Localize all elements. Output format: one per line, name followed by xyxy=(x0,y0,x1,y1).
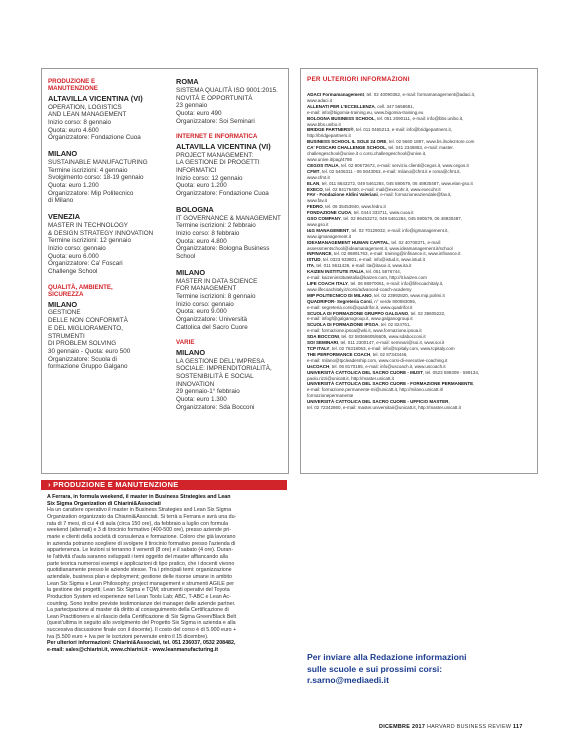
contact-organization: SDA BOCCONI xyxy=(307,334,339,340)
contact-organization: CFMT xyxy=(307,168,320,174)
course-entry xyxy=(176,269,286,332)
category-heading: QUALITÀ, AMBIENTE, SICUREZZA xyxy=(48,283,113,299)
contact-organization: QUADRIFOR- Segreteria Corsi xyxy=(307,298,372,304)
contact-details: www.gso.it xyxy=(307,221,329,227)
course-line: MASTER IN TECHNOLOGY xyxy=(48,221,129,229)
course-line: NOVITÀ E OPPORTUNITÀ xyxy=(176,94,253,102)
contact-details: , tel. 041 2346853, e-mail: master. xyxy=(385,145,454,151)
article-contact: Per ulteriori informazioni: Chiarini&Associati, tel. 051 236037, 0532 208482, xyxy=(47,640,236,647)
course-line: INFORMATICI xyxy=(176,166,217,174)
course-line: Quota: euro 490 xyxy=(176,109,222,117)
footer-date: DICEMBRE 2017 xyxy=(379,724,426,730)
contact-details: e-mail: info@bigomia-training.eu, www.bigomia-training.eu xyxy=(307,109,424,115)
contact-organization: CA' FOSCARI CHALLENGE SCHOOL xyxy=(307,145,386,151)
contact-details: , tel. 011 5611426, e-mail: ita@itasoi.it, www.ita.it xyxy=(313,263,412,269)
contact-organization: LIFE COACH ITALY xyxy=(307,281,349,286)
article-body-line: parte teorica numerosi esempi e applicazioni di tipo pratico, che i docenti vivono xyxy=(47,560,235,567)
course-line: 29 gennaio-1° febbraio xyxy=(176,388,240,396)
contact-details: , tel. 02 87343446, xyxy=(370,351,408,357)
contact-details: , tel. 0523 599309 - 599134, xyxy=(422,369,480,375)
course-line: 30 gennaio - Quota: euro 500 xyxy=(48,347,131,355)
contact-details: e-mail: kaizeninstituteitalia@kaizen.com, http://it.kaizen.com xyxy=(307,275,427,281)
course-line: Organizzatore: Sda Bocconi xyxy=(176,403,255,411)
course-line: Organizzatore: Fondazione Cuoa xyxy=(48,134,141,142)
course-location: BOLOGNA xyxy=(176,204,214,214)
contact-details: assessmentschool@ideamanagement.it, www.ideamanagement.it/school xyxy=(307,245,453,251)
course-line: Inizio corso: 8 gennaio xyxy=(48,119,112,127)
course-line: Quota: euro 1.300 xyxy=(176,396,227,404)
contact-details: , tel. 02 86891763, e-mail: training@infinance.it, www.infinance.it xyxy=(331,251,461,257)
contact-organization: EXECO xyxy=(307,186,323,192)
course-line: OPERATION, LOGISTICS xyxy=(48,103,122,111)
section-banner-title: › PRODUZIONE E MANUTENZIONE xyxy=(48,480,179,489)
contact-details: , xyxy=(448,399,450,405)
contact-details: http://bridgepartners.it xyxy=(307,133,351,139)
contact-details: , tel. 06 88970061, e-mail: info@lifecoachitaly.it, xyxy=(348,281,444,286)
contact-details: , tel. 0444 333711, www.cuoa.it xyxy=(351,210,414,216)
courses-column-2 xyxy=(176,78,286,420)
course-location: MILANO xyxy=(48,149,78,159)
article-body-line: quotidianamente presso le aziende stesse. Tra i principali temi: organizzazione xyxy=(47,567,232,574)
contact-organization: FEDRO xyxy=(307,204,323,210)
course-line: DI PROBLEM SOLVING xyxy=(48,340,117,348)
course-line: Challenge School xyxy=(48,268,98,276)
article-body xyxy=(47,507,283,640)
course-line: Cattolica del Sacro Cuore xyxy=(176,323,248,331)
article-body-line: Ha un carattere operativo il master in Business Strategies and Lean Six Sigma xyxy=(47,507,232,514)
contact-organization: MIP POLITECNICO DI MILANO xyxy=(307,292,372,298)
article-intro: A Ferrara, in formula weekend, il master in Business Strategies and Lean xyxy=(47,494,231,500)
footer-publication: HARVARD BUSINESS REVIEW xyxy=(426,724,512,730)
course-line: Termine iscrizioni: 2 febbraio xyxy=(176,222,256,230)
contact-organization: I&G MANAGEMENT xyxy=(307,227,349,233)
contact-organization: GSO COMPANY xyxy=(307,216,341,222)
contact-details: , xyxy=(473,381,475,387)
course-line: STRUMENTI xyxy=(48,332,85,340)
contact-details: , tel. 02 40708371, e-mail: xyxy=(388,239,441,245)
course-location: MILANO xyxy=(48,299,78,309)
contact-organization: UsCOACH xyxy=(307,363,330,369)
course-line: School xyxy=(176,253,196,261)
contact-organization: FONDAZIONE CUOA xyxy=(307,210,352,216)
contact-details: , tel. 011 0465213, e-mail: info@bridgepartners.it, xyxy=(353,127,453,133)
contact-details: , tel. 02 70129032, e-mail: info@igmanagement.it, xyxy=(349,227,449,233)
contact-details: , tel. 06 8170185, e-mail: info@uscoach.it, www.uscoach.it xyxy=(329,363,446,369)
footer-page-number: 117 xyxy=(513,724,523,730)
contact-details: paolo.rizzi@unicatt.it, http://master.unicatt.it xyxy=(307,375,394,381)
category-heading: VARIE xyxy=(176,339,195,347)
contact-details: challengeschool@unive.it o corsi.challengeschool@unive.it, xyxy=(307,151,427,157)
contact-organization: UNIVERSITÀ CATTOLICA DEL SACRO CUORE - UFFICIO MASTER xyxy=(307,399,449,405)
contact-details: formazionepermanente xyxy=(307,393,354,399)
contact-organization: KAIZEN INSTITUTE ITALIA xyxy=(307,269,364,275)
course-location: VENEZIA xyxy=(48,212,81,222)
contact-details: , cell. 347 5658681, xyxy=(374,103,415,109)
contact-details: , tel. 02 39605222, xyxy=(408,310,446,316)
course-line: Termine iscrizioni: 12 gennaio xyxy=(48,237,131,245)
course-line: SOSTENIBILITÀ E SOCIAL xyxy=(176,373,254,381)
course-line: formazione Gruppo Galgano xyxy=(48,363,128,371)
article-body-line: Iva (5.500 euro + Iva per le iscrizioni pervenute entro il 15 dicembre). xyxy=(47,633,209,640)
course-line: Organizzatore: Bologna Business xyxy=(176,245,270,253)
article-body-line: Organization organizzato da Chiarini&Associati. Si terrà a Ferrara e avrà una du- xyxy=(47,513,237,520)
contact-details: e-mail: infogf@galganogroup.it, www.galganogroup.it xyxy=(307,316,413,322)
article-body-line: te l'attività d'aula saranno sviluppati i temi oggetto del master affiancando alla xyxy=(47,553,228,560)
course-line: Quota: euro 4.600 xyxy=(48,126,99,134)
contact-details: , tel. 02 84176400, e-mail: mail@execohr.it, www.execohr.it xyxy=(322,186,441,192)
contact-details: , tel. 051 5876744, xyxy=(363,269,401,275)
category-heading: INTERNET E INFORMATICA xyxy=(176,133,258,141)
contact-organization: SOI SEMINARI xyxy=(307,340,339,346)
contact-organization: SCUOLA DI FORMAZIONE GRUPPO GALGANO xyxy=(307,310,409,316)
article-body-line: rata di 7 mesi, di cui 4 di aula (circa 150 ore), da febbraio a luglio con formula xyxy=(47,520,229,527)
contact-organization: ALLENATI PER L'ECCELLENZA xyxy=(307,103,375,109)
course-line: Termine iscrizioni: 4 gennaio xyxy=(48,166,128,174)
contact-details: www.bbs.unibo.it xyxy=(307,121,341,127)
contact-organization: ISTUD xyxy=(307,257,321,263)
course-entry xyxy=(48,301,158,371)
page-footer xyxy=(379,724,523,730)
contact-organization: UNIVERSITÀ CATTOLICA DEL SACRO CUORE - MUST xyxy=(307,369,423,375)
course-line: MASTER IN DATA SCIENCE xyxy=(176,277,258,285)
contact-line xyxy=(307,405,535,411)
contact-details: , tel. 06 35453940, www.fedro.it xyxy=(322,204,386,210)
course-line: SUSTAINABLE MANUFACTURING xyxy=(48,158,148,166)
contact-details: , tel. 02 824761, xyxy=(378,322,411,328)
contact-organization: TCP ITALY xyxy=(307,345,330,351)
contact-details: , tel. 02 40090362, e-mail: formamanagement@adaci.it, xyxy=(364,92,476,97)
article-body-line: La partecipazione al master dà diritto al conseguimento della Certificazione di xyxy=(47,607,229,614)
course-line: E DEL MIGLIORAMENTO, xyxy=(48,324,123,332)
course-line: DELLE NON CONFORMITÀ xyxy=(48,317,128,325)
course-line: AND LEAN MANAGEMENT xyxy=(48,111,127,119)
contact-details: e-mail: formazione.permanente-mi@unicatt.it, http://milano.unicatt.it/ xyxy=(307,387,444,393)
contact-details: , tel. 051 2090111, e-mail: info@bbs.unibo.it, xyxy=(374,115,464,121)
contact-details: , n° verde 800983055, xyxy=(371,298,417,304)
contact-details: www.adaci.it xyxy=(307,97,333,103)
promo-callout xyxy=(307,652,537,687)
course-line: Quota: euro 9.000 xyxy=(176,308,227,316)
course-line: Organizzatore: Mip Politecnico xyxy=(48,189,134,197)
course-line: Svolgimento corso: 18-19 gennaio xyxy=(48,174,144,182)
contact-organization: BRIDGE PARTNERS® xyxy=(307,127,354,133)
contact-details: , tel. 011 8643272, 049 5461284, 045 590679, 06 48930487, www.elan-gso.it xyxy=(319,180,473,186)
course-entry xyxy=(176,78,286,125)
article-body-line: aziendale, business plan e deployment; gestione delle risorse umane in ambito xyxy=(47,573,232,580)
contact-organization: ADACI Formamanagement xyxy=(307,92,365,97)
course-location: ALTAVILLA VICENTINA (VI) xyxy=(176,141,271,151)
contacts-list xyxy=(307,92,535,411)
course-line: FOR MANAGEMENT xyxy=(176,285,237,293)
course-line: Inizio corso: gennaio xyxy=(176,300,234,308)
contact-organization: ELAN xyxy=(307,180,320,186)
course-line: Organizzatore: Scuola di xyxy=(48,355,117,363)
contact-organization: INFINANCE xyxy=(307,251,332,257)
course-location: MILANO xyxy=(176,267,206,277)
course-line: Organizzatore: Ca' Foscari xyxy=(48,260,123,268)
course-line: LA GESTIONE DI PROGETTI xyxy=(176,159,260,167)
course-line: Inizio corso: 12 gennaio xyxy=(176,174,243,182)
article-body-line: Lean Six Sigma e Lean Philosophy; project management e strumenti AGILE per xyxy=(47,580,234,587)
article-body-line: appartenenza. Le lezioni si terranno il venerdì (8 ore) e il sabato (4 ore). Duran- xyxy=(47,547,234,554)
contact-organization: UNIVERSITÀ CATTOLICA DEL SACRO CUORE - FORMAZIONE PERMANENTE xyxy=(307,381,474,387)
contact-details: , tel. 02 76318063, e-mail: info@tcpitaly.com, www.tcpitaly.com xyxy=(329,345,455,351)
course-line: & DESIGN STRATEGY INNOVATION xyxy=(48,229,154,237)
contact-details: , tel. 02 23992820, www.mip.polimi.it xyxy=(371,292,445,298)
category-heading: PRODUZIONE E MANUTENZIONE xyxy=(48,78,98,93)
contact-details: e-mail: formazione.ipsoa@wki.it, www.formazione.ipsoa.it xyxy=(307,328,422,334)
course-entry xyxy=(176,143,286,198)
course-location: ALTAVILLA VICENTINA (VI) xyxy=(48,93,143,103)
course-line: SISTEMA QUALITÀ ISO 9001:2015. xyxy=(176,86,278,94)
course-line: Termine iscrizioni: 8 gennaio xyxy=(176,292,256,300)
contact-organization: ITA xyxy=(307,263,314,269)
contact-organization: FAV - Fondazione Aldini Valeriani xyxy=(307,192,378,198)
contact-details: , tel. 02 5406311 - 06 5043053, e-mail: milano@cfmt.it e roma@cfmt.it, xyxy=(319,168,461,174)
course-line: Organizzatore: Università xyxy=(176,316,248,324)
article-contact: e-mail: sales@chiarini.it, www.chiarini.it - www.leanmanufacturing.it xyxy=(47,647,219,654)
course-entry xyxy=(48,150,158,205)
course-line: SOCIALE: IMPRENDITORIALITÀ, xyxy=(176,365,272,373)
course-entry xyxy=(176,349,286,412)
course-location: MILANO xyxy=(176,347,206,357)
course-line: 23 gennaio xyxy=(176,102,208,110)
contact-details: , tel. 02 80672672, e-mail: servizio.clienti@cegos.it, www.cegos.it xyxy=(338,162,469,168)
course-line: Inizio corso: 8 febbraio xyxy=(176,229,240,237)
article-body-line: successiva discussione finale con il docente). Il costo del corso è di 5.900 euro + xyxy=(47,627,237,634)
course-line: Inizio corso: gennaio xyxy=(48,245,106,253)
contact-details: www.fav.it xyxy=(307,198,327,204)
article-body-line: weekend (alternati) e 3 di tirocinio formativo (400-500 ore), presso aziende pri- xyxy=(47,527,232,534)
course-line: IT GOVERNANCE & MANAGEMENT xyxy=(176,214,281,222)
contact-organization: CEGOS ITALIA xyxy=(307,162,339,168)
article-intro: Six Sigma Organization di Chiarini&Associati xyxy=(47,500,161,507)
contact-details: tel. 02 72342860, e-mail: master.universitari@unicatt.it, http://master.unicatt.it xyxy=(307,405,461,411)
course-line: Quota: euro 1.200 xyxy=(176,182,227,190)
courses-column-1 xyxy=(48,78,158,379)
course-line: Organizzatore: Fondazione Cuoa xyxy=(176,190,269,198)
course-line: LA GESTIONE DELL'IMPRESA xyxy=(176,357,265,365)
article-body-line: Lean Practitioners e al rilascio della Certificazione di Six Sigma Green/Black Belt xyxy=(47,613,237,620)
course-line: di Milano xyxy=(48,197,74,205)
course-line: PROJECT MANAGEMENT: xyxy=(176,151,254,159)
course-line: Quota: euro 1.200 xyxy=(48,182,99,190)
article-body-line: (quest'ultima in seguito allo svolgimento del Progetto Six Sigma in azienda e alla xyxy=(47,620,236,627)
contact-organization: IDEAMANAGEMENT HUMAN CAPITAL xyxy=(307,239,389,245)
contact-details: e-mail: milano@tpcleadership.com, www.corsi-di-executive-coaching.it xyxy=(307,357,448,363)
contact-organization: BOLOGNA BUSINESS SCHOOL xyxy=(307,115,375,121)
contact-details: , tel. 011 2300147, e-mail: seminari@soi.it, www.soi.it xyxy=(338,340,445,346)
course-entry xyxy=(48,95,158,142)
contacts-heading: PER ULTERIORI INFORMAZIONI xyxy=(307,76,410,83)
contact-organization: SCUOLA DI FORMAZIONE IPSOA xyxy=(307,322,379,328)
promo-email-link[interactable]: r.sarno@mediaedi.it xyxy=(307,675,389,685)
article-body-line: Production System ed esperienze nel Lean Tools Lab; ABC, T-ABC e Lean Ac- xyxy=(47,593,231,600)
course-line: Quota: euro 6.000 xyxy=(48,252,99,260)
contact-details: www.igmanagement.it xyxy=(307,233,352,239)
course-entry xyxy=(176,206,286,261)
course-line: Organizzatore: Soi Seminari xyxy=(176,117,255,125)
course-line: Quota: euro 4.800 xyxy=(176,237,227,245)
course-entry xyxy=(48,213,158,276)
article xyxy=(47,494,283,654)
contact-details: , tel. 02 86453272, 049 5461284, 045 590679, 06 48930487, xyxy=(340,216,463,222)
course-line: GESTIONE xyxy=(48,309,81,317)
promo-line: Per inviare alla Redazione informazioni xyxy=(307,652,467,662)
contact-details: , e-mail: formazioneaziendale@fav.it, xyxy=(377,192,452,198)
article-body-line: in azienda potranno scegliere di svolgere il tirocinio formativo presso l'azienda di xyxy=(47,540,236,547)
article-body-line: counting. Sono inoltre previste testimonianze dei manager delle aziende partner. xyxy=(47,600,236,607)
article-body-line: marie e clienti della società di consulenza e formazione. Coloro che già lavorano xyxy=(47,533,236,540)
contact-details: www.lifecoachitaly.it/corsi/advanced-coach-academy xyxy=(307,286,412,292)
course-location: ROMA xyxy=(176,77,199,86)
contact-details: e-mail: segreteria.corsi@quadrifor.it, www.quadrifor.it xyxy=(307,304,413,310)
contact-details: , tel. 02 58366605/6605, www.sdabocconi.it xyxy=(338,334,426,340)
contact-details: , tel. 0323 933801, e-mail: info@istud.it, www.istud.it xyxy=(320,257,425,263)
article-body-line: la gestione dei progetti; Lean Six Sigma e TQM; strumenti operativi del Toyota xyxy=(47,587,230,594)
contact-details: www.cfmt.it xyxy=(307,174,330,180)
contact-details: www.unive.it/pag/4786 xyxy=(307,156,353,162)
contact-details: , tel. 02 5660 1887, www.bs.ilsole24ore.com xyxy=(386,139,475,145)
contact-organization: THE PERFORMANCE COACH xyxy=(307,351,371,357)
promo-line: sulle scuole e sui prossimi corsi: xyxy=(307,663,443,674)
course-line: INNOVATION xyxy=(176,380,215,388)
contact-organization: BUSINESS SCHOOL IL SOLE 24 ORE xyxy=(307,139,387,145)
